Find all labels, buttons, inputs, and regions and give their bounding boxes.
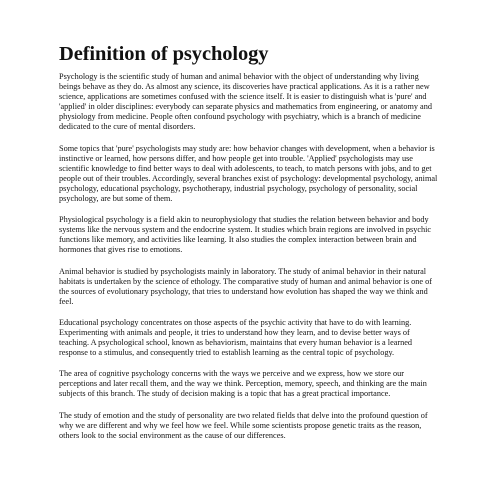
- paragraph-cognitive: The area of cognitive psychology concerns with the ways we perceive and we express, how we store our perceptions and later recall them, and the way we think. Perception, memory, speech, and thinking are the main subjects of this branch. The study of decision making is a topic that has a great practical importance.: [59, 369, 427, 399]
- paragraph-definition: Psychology is the scientific study of human and animal behavior with the object of understanding why living beings behave as they do. As almost any science, its discoveries have practical applications. As it is a rather new science, applications are sometimes confused with the science itself. It is easier to distinguish what is 'pure' and 'applied' in older disciplines: everybody can separate physics and mathematics from engineering, or anatomy and physiology from medicine. People often confound psychology with psychiatry, which is a branch of medicine dedicated to the cure of mental disorders.: [59, 72, 432, 132]
- paragraph-educational: Educational psychology concentrates on those aspects of the psychic activity that have to do with learning. Experimenting with animals and people, it tries to understand how they learn, and to devise better ways of teaching. A psychological school, known as behaviorism, maintains that every human behavior is a learned response to a stimulus, and consequently tried to establish learning as the central topic of psychology.: [59, 317, 413, 358]
- document-title: Definition of psychology: [59, 43, 269, 65]
- document-page: [59, 42, 439, 452]
- paragraph-topics: Some topics that 'pure' psychologists may study are: how behavior changes with development, when a behavior is instinctive or learned, how persons differ, and how people get into trouble. 'Applied' psychologists may use scientific knowledge to find better ways to deal with adolescents, to teach, to match persons with jobs, and to get people out of their troubles. Accordingly, several branches exist of psychology: developmental psychology, animal psychology, educational psychology, psychotherapy, industrial psychology, psychology of personality, social psychology, are but some of them.: [59, 143, 438, 204]
- paragraph-physiological: Physiological psychology is a field akin to neurophysiology that studies the relation between behavior and body systems like the nervous system and the endocrine system. It studies which brain regions are involved in psychic functions like memory, and activities like learning. It also studies the complex interaction between brain and hormones that gives rise to emotions.: [59, 215, 432, 255]
- paragraph-animal-behavior: Animal behavior is studied by psychologists mainly in laboratory. The study of animal behavior in their natural habitats is undertaken by the science of ethology. The comparative study of human and animal behavior is one of the sources of evolutionary psychology, that tries to understand how evolution has shaped the way we think and feel.: [59, 266, 432, 306]
- paragraph-emotion-personality: The study of emotion and the study of personality are two related fields that delve into the profound question of why we are different and why we feel how we feel. While some scientists propose genetic traits as the reason, others look to the social environment as the cause of our differences.: [59, 410, 428, 440]
